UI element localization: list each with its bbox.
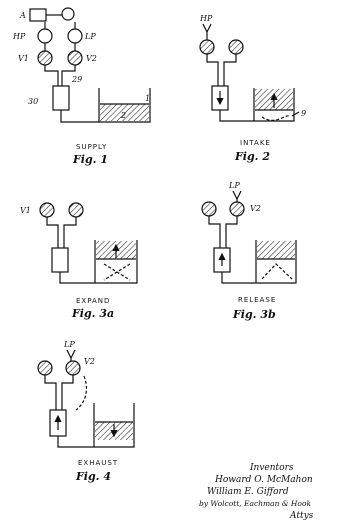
fig1-label-hp: HP [13,32,26,41]
figure-3a-expand [40,203,137,283]
fig1-label-1: 1 [145,94,151,103]
fig1-label-30: 30 [28,97,39,106]
fig1-label-v2: V2 [86,54,97,63]
regenerator [53,86,69,110]
figure-1-supply [30,8,150,122]
fig3a-number: Fig. 3a [72,307,115,320]
valve-left [38,361,52,375]
inventors-heading: Inventors [250,463,294,473]
valve-right [66,361,80,375]
valve-left [202,202,216,216]
fig1-label-v1: V1 [18,54,29,63]
fig3b-caption: RELEASE [238,296,277,304]
valve-right [229,40,243,54]
fig2-caption: INTAKE [240,139,271,147]
fig2-number: Fig. 2 [235,150,270,163]
fig3b-label-lp: LP [229,181,240,190]
fig4-number: Fig. 4 [76,470,111,483]
fig4-label-lp: LP [64,340,75,349]
fig4-label-v2: V2 [84,357,95,366]
fig3b-label-v2: V2 [250,204,261,213]
attorneys-line: by Wolcott, Eachman & Hook [199,499,311,508]
valve-v2 [68,51,82,65]
fig3a-caption: EXPAND [76,297,111,305]
inventor-name-2: William E. Gifford [207,487,289,497]
box-a [30,9,46,21]
fig3b-number: Fig. 3b [233,308,276,321]
regenerator [52,248,68,272]
fig3a-label-v1: V1 [20,206,31,215]
figure-3b-release [202,191,296,283]
cylinder-fill [257,241,295,259]
valve-v1 [38,51,52,65]
valve-right [230,202,244,216]
fig1-label-2: 2 [121,111,127,120]
figure-2-intake [200,24,299,121]
valve-left [40,203,54,217]
valve-right [69,203,83,217]
fig2-label-9: 9 [301,109,307,118]
junction-circle [62,8,74,20]
inventor-name-1: Howard O. McMahon [215,475,313,485]
attorneys-label: Attys [290,511,314,521]
hp-reservoir [38,29,52,43]
fig1-number: Fig. 1 [73,153,108,166]
fig1-label-29: 29 [72,75,83,84]
fig1-label-a: A [20,11,26,20]
fig2-label-hp: HP [200,14,213,23]
fig1-caption: SUPPLY [76,143,108,151]
fig1-label-lp: LP [85,32,96,41]
valve-left [200,40,214,54]
fig4-caption: EXHAUST [78,459,119,467]
lp-reservoir [68,29,82,43]
